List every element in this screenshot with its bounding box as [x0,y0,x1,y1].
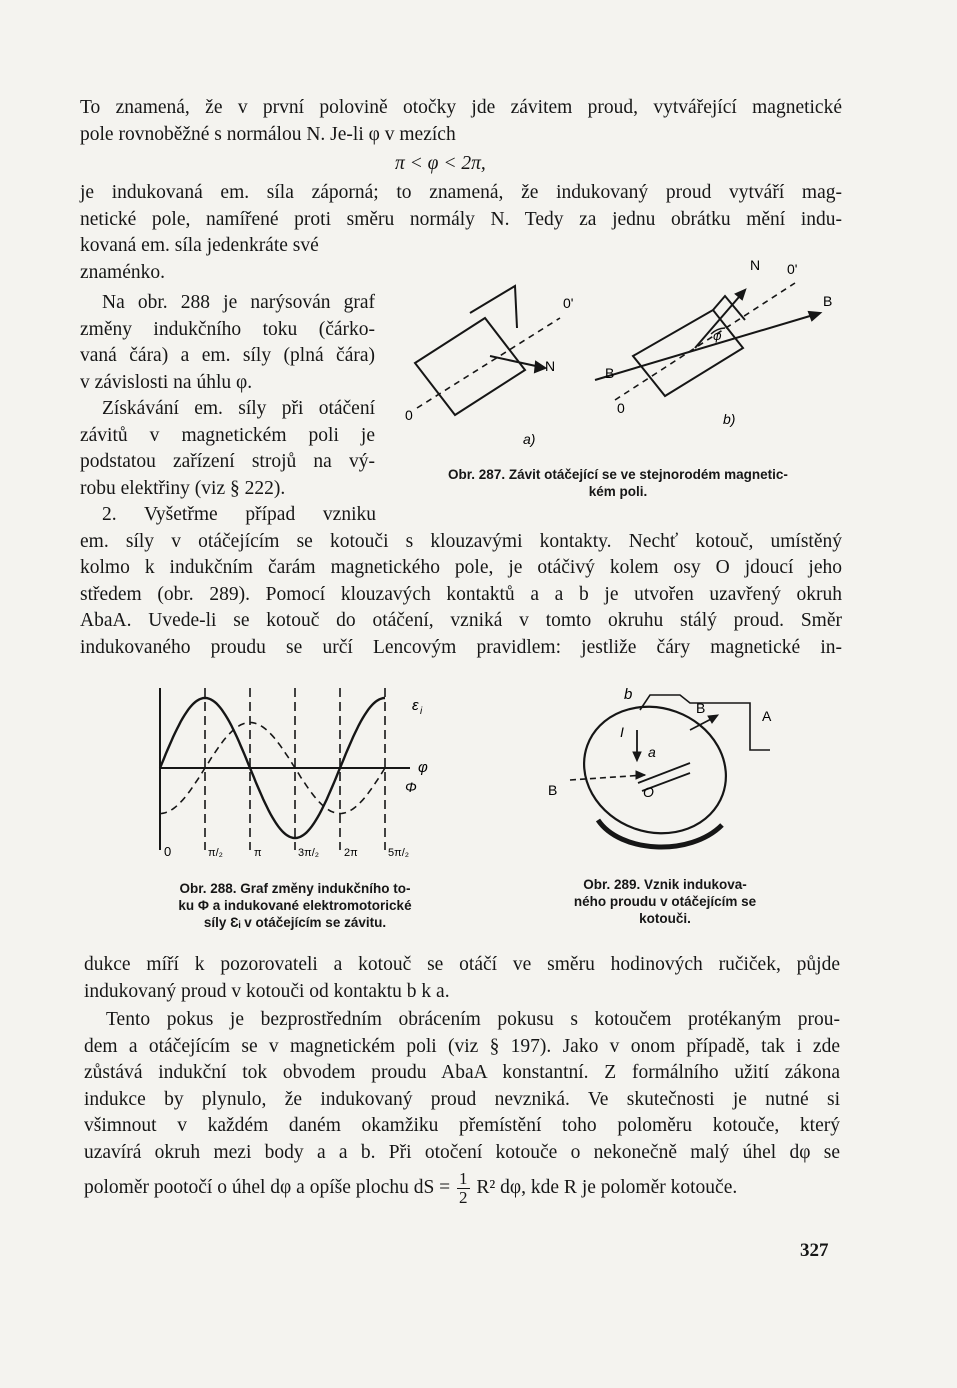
paragraph-6 [84,952,840,1005]
text-line: Na obr. 288 je narýsován graf [102,292,375,313]
text-line: dem a otáčejícím se v magnetickém poli (viz § 197). Jako v onom případě, tak i zde [84,1035,840,1057]
label-I: I [620,724,624,740]
label-B-b2: B [605,365,615,381]
paragraph-1 [80,95,842,148]
fraction-denominator: 2 [459,1188,468,1207]
text-line: v závislosti na úhlu φ. [80,371,253,393]
caption-line: Obr. 287. Závit otáčející se ve stejnorodém magnetic- [448,467,788,482]
text-line: Získávání em. síly při otáčení [102,398,375,419]
text-line: indukovaného proudu se určí Lencovým pravidlem: jestliže čáry magnetické in- [80,636,842,658]
caption-line: kém poli. [588,484,648,499]
page-number: 327 [800,1240,829,1261]
text-line: Tento pokus je bezprostředním obrácením pokusu s kotoučem protékaným prou- [106,1009,840,1030]
label-sub-b: b) [723,411,736,427]
figure-289-disc [566,687,770,853]
text-line: podstatou zařízení strojů na vý- [80,451,375,472]
paragraph-3 [80,290,375,396]
label-B-b: B [823,293,833,309]
caption-line: kotouči. [639,911,691,926]
text-line: em. síly v otáčejícím se kotouči s klouzavými kontakty. Nechť kotouč, umístěný [80,530,842,552]
paragraph-7-last-line [84,1170,840,1207]
tick-label-4: 2π [344,847,358,859]
fraction-one-half [457,1170,470,1207]
text-line: AbaA. Uvede-li se kotouč do otáčení, vzniká v tomto okruhu stálý proud. Směr [80,610,842,631]
label-eps-sub: i [420,706,423,717]
text-line: indukovaný proud v kotouči od kontaktu b k a. [84,980,450,1002]
label-O-prime-b: 0' [787,261,798,277]
text-line: kolmo k indukčním čarám magnetického pole, je otáčivý kolem osy O jdoucí jeho [80,557,842,578]
label-B1: B [696,700,706,716]
text-after-fraction: R² dφ, kde R je poloměr kotouče. [476,1176,738,1198]
text-line: uzavírá okruh mezi body a a b. Při otočení kotouče o nekonečně malý úhel dφ se [84,1141,840,1163]
figure-288 [150,680,440,870]
figure-289 [540,685,800,865]
tick-label-3: 3π/₂ [298,847,320,859]
label-A: A [762,708,772,724]
label-O-b: 0 [617,400,625,416]
text-line: zůstává indukční tok obvodem proudu AbaA konstantní. Z formálního užití zákona [84,1062,840,1083]
label-Phi: Φ [405,779,417,795]
text-line: kovaná em. síla jedenkráte své [80,235,319,256]
paragraph-7 [84,1007,840,1166]
caption-line: síly Ɛᵢ v otáčejícím se závitu. [203,915,387,930]
paragraph-5 [80,502,842,661]
caption-line: Obr. 289. Vznik indukova- [583,877,747,892]
figure-287a-loop [415,286,560,415]
text-line: znaménko. [80,261,166,283]
label-sub-a: a) [523,431,536,447]
caption-line: ku Φ a indukované elektromotorické [178,898,412,913]
figure-289-caption [542,876,788,927]
figure-288-caption [140,880,450,931]
text-before-fraction: poloměr pootočí o úhel dφ a opíše plochu dS = [84,1176,451,1198]
text-line: pole rovnoběžné s normálou N. Je-li φ v mezích [80,123,456,145]
label-phi-b: φ [713,328,722,343]
caption-line: Obr. 288. Graf změny indukčního to- [179,881,411,896]
figure-287b-loop [595,283,820,400]
label-N-a: N [545,358,556,374]
tick-label-2: π [254,847,262,859]
text-line: To znamená, že v první polovině otočky jde závitem proud, vytvářející magnetické [80,97,842,118]
tick-label-1: π/₂ [208,847,223,859]
label-B2: B [548,782,558,798]
text-line: je indukovaná em. síla záporná; to znamená, že indukovaný proud vytváří mag- [80,182,842,203]
fraction-numerator: 1 [459,1169,468,1188]
caption-line: ného proudu v otáčejícím se [573,894,757,909]
label-origin: 0 [164,844,172,859]
text-line: robu elektřiny (viz § 222). [80,477,286,499]
figure-287 [395,248,840,463]
label-O-a: 0 [405,407,413,423]
figure-288-axes [160,688,410,850]
text-line: vaná čára) a em. síly (plná čára) [80,345,375,366]
formula-phi-range: π < φ < 2π, [395,153,486,174]
label-N-b: N [750,257,761,273]
text-line: závitů v magnetickém poli je [80,424,375,446]
label-b: b [624,686,633,703]
label-O-prime-a: 0' [563,295,574,311]
label-eps: ε [412,697,419,714]
tick-label-5: 5π/₂ [388,847,410,859]
text-line: indukce by plynulo, že indukovaný proud nevzniká. Ve skutečnosti je nutné si [84,1088,840,1110]
text-line: dukce míří k pozorovateli a kotouč se otáčí ve směru hodinových ručiček, půjde [84,954,840,975]
label-a: a [648,744,656,760]
text-line: změny indukčního toku (čárko- [80,318,375,340]
text-line: všimnout v každém daném okamžiku přemístění toho poloměru kotouče, který [84,1115,840,1136]
figure-287-caption [398,466,838,500]
text-line: 2. Vyšetřme případ vzniku [102,504,376,525]
label-phi-axis: φ [418,759,428,776]
paragraph-4 [80,396,375,502]
text-line: netické pole, namířené proti směru normály N. Tedy za jednu obrátku mění indu- [80,208,842,230]
label-O: O [643,784,654,800]
text-line: středem (obr. 289). Pomocí klouzavých kontaktů a a b je utvořen uzavřený okruh [80,583,842,605]
